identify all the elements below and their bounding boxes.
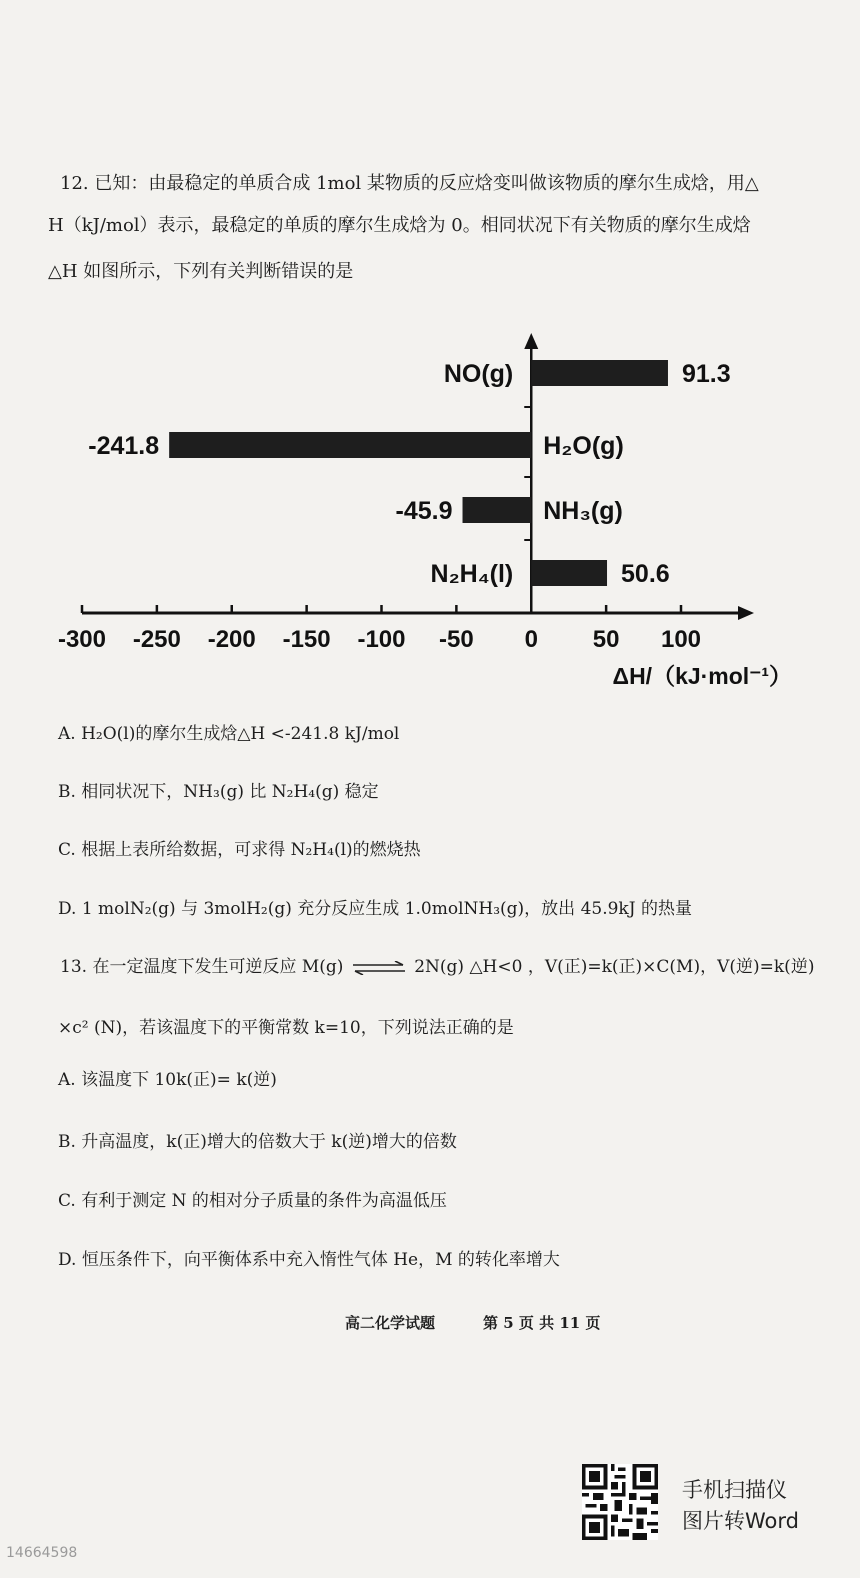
bar [463,497,532,523]
value-label: 91.3 [681,360,731,388]
value-label: -241.8 [88,432,160,460]
x-tick-label: 50 [592,626,620,653]
bar [531,360,668,386]
x-tick-label: -100 [357,626,406,653]
q13-option-a: A. 该温度下 10k(正)= k(逆) [58,1070,277,1090]
brand-line-2: 图片转Word [682,1509,799,1533]
value-label: -45.9 [395,497,453,525]
x-tick-label: -300 [57,626,107,653]
category-label: NO(g) [443,360,514,388]
x-tick-label: -150 [282,626,331,653]
q13-prefix: 13. 在一定温度下发生可逆反应 M(g) [60,957,344,977]
scan-id: 14664598 [6,1545,78,1561]
category-label: N₂H₄(l) [430,560,514,588]
brand-line-1: 手机扫描仪 [682,1478,787,1502]
x-tick-label: 0 [524,626,538,653]
q13-option-c: C. 有利于测定 N 的相对分子质量的条件为高温低压 [58,1191,447,1211]
x-tick-label: -200 [207,626,256,653]
q12-line-2: H（kJ/mol）表示，最稳定的单质的摩尔生成焓为 0。相同状况下有关物质的摩尔生成焓 [48,215,751,236]
q13-option-b: B. 升高温度，k(正)增大的倍数大于 k(逆)增大的倍数 [58,1132,457,1152]
equilibrium-arrow-icon [349,961,409,975]
category-label: H₂O(g) [543,432,624,460]
q12-option-d: D. 1 molN₂(g) 与 3molH₂(g) 充分反应生成 1.0molNH₃(g)，放出 45.9kJ 的热量 [58,899,692,919]
q12-option-c: C. 根据上表所给数据，可求得 N₂H₄(l)的燃烧热 [58,840,421,860]
q12-option-b: B. 相同状况下，NH₃(g) 比 N₂H₄(g) 稳定 [58,782,379,802]
q12-line-3: △H 如图所示，下列有关判断错误的是 [48,261,354,282]
q13-line-1 [60,955,814,979]
enthalpy-bar-chart [40,325,800,695]
q13-option-d: D. 恒压条件下，向平衡体系中充入惰性气体 He，M 的转化率增大 [58,1250,560,1270]
footer-page-number: 第 5 页 共 11 页 [483,1314,601,1332]
q13-line-2: ×c² (N)，若该温度下的平衡常数 k=10，下列说法正确的是 [58,1018,514,1038]
q12-line-1: 12. 已知：由最稳定的单质合成 1mol 某物质的反应焓变叫做该物质的摩尔生成焓，用△ [60,173,759,194]
footer-subject: 高二化学试题 [345,1314,436,1332]
qr-code-icon [582,1464,658,1540]
y-axis-arrow [524,333,538,349]
x-axis-arrow [738,606,754,620]
x-axis-label: ΔH/（kJ·mol⁻¹） [612,663,792,689]
bar [531,560,607,586]
x-tick-label: -50 [439,626,474,653]
category-label: NH₃(g) [543,497,623,525]
x-tick-label: -250 [132,626,181,653]
value-label: 50.6 [621,560,670,588]
q12-option-a: A. H₂O(l)的摩尔生成焓△H <-241.8 kJ/mol [58,724,400,744]
x-tick-label: 100 [660,626,702,653]
bar [169,432,531,458]
q13-suffix: 2N(g) △H<0 ，V(正)=k(正)×C(M)，V(逆)=k(逆) [414,957,815,977]
